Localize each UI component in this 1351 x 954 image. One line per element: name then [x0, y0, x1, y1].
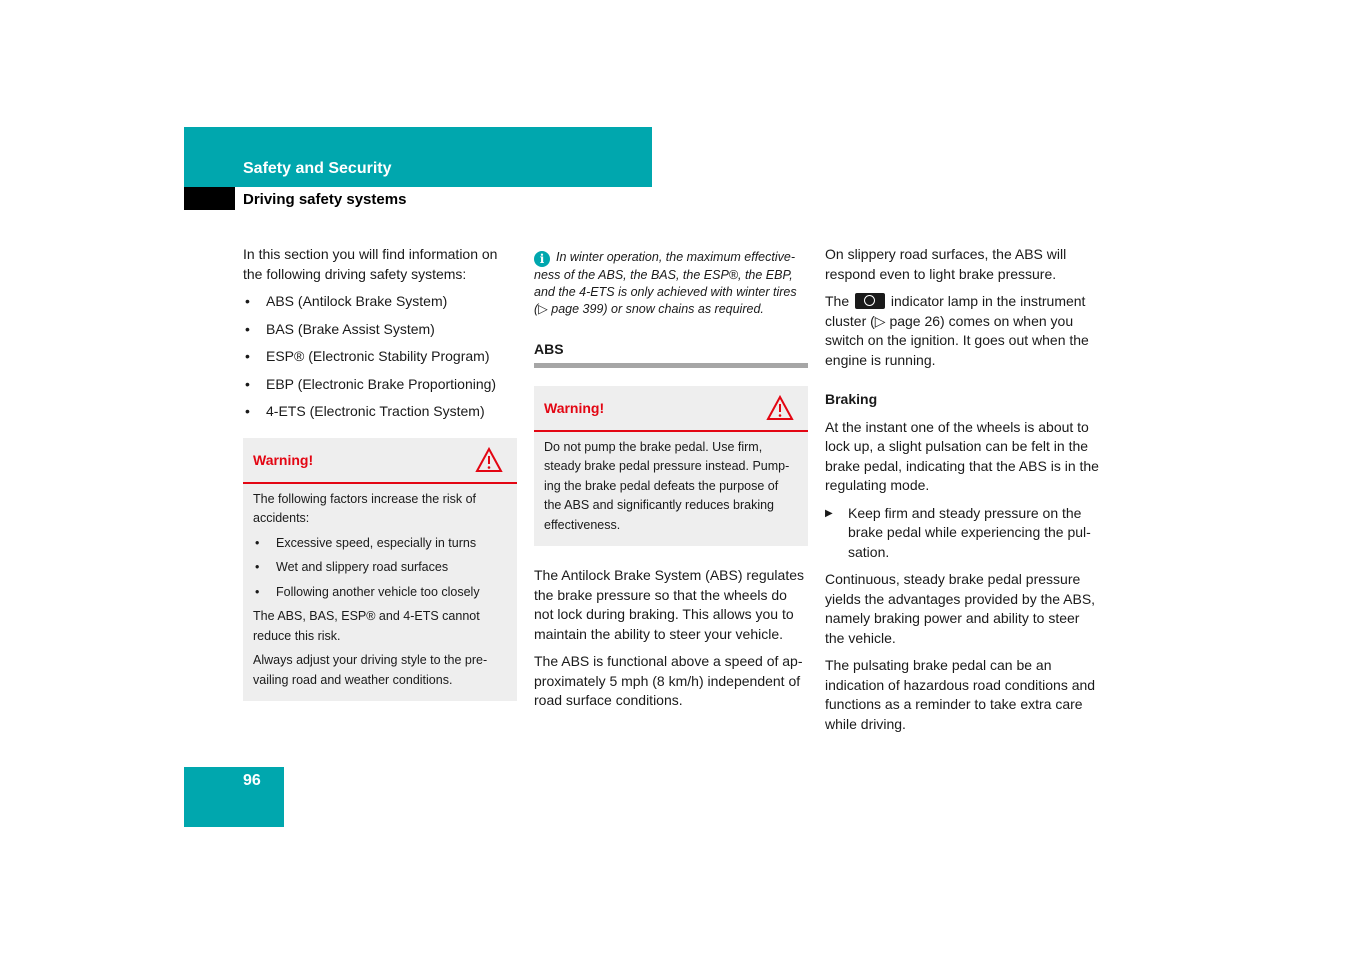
warning-text: The ABS, BAS, ESP® and 4-ETS cannot reduce this risk. — [253, 609, 480, 643]
list-item: • ABS (Antilock Brake System) — [243, 292, 517, 312]
page-number-box — [184, 767, 284, 827]
braking-heading: Braking — [825, 391, 878, 407]
warning-body — [243, 484, 517, 702]
section-tab-marker — [184, 187, 235, 210]
text-fragment: indicator lamp in the instrument cluster (▷ page 26) comes on when you switch on the ignition. It goes out when the engine is running. — [825, 293, 1089, 368]
list-item: • BAS (Brake Assist System) — [243, 320, 517, 340]
intro-text: In this section you will find information on the following driving safety systems: — [243, 246, 498, 282]
abs-paragraph: The ABS is functional above a speed of ap-proximately 5 mph (8 km/h) independent of road surface conditions. — [534, 653, 803, 708]
warning-box-abs — [534, 386, 808, 547]
page-number: 96 — [243, 772, 261, 789]
warning-box-risk — [243, 438, 517, 702]
abs-indicator-lamp-icon — [855, 293, 885, 309]
column-middle — [534, 245, 808, 719]
warning-header — [243, 438, 517, 484]
warning-title: Warning! — [544, 399, 605, 416]
warning-title: Warning! — [253, 451, 314, 468]
info-text: In winter operation, the maximum effective-ness of the ABS, the BAS, the ESP®, the EBP, and the 4-ETS is only achieved with winter tires (▷ page 399) or snow chains as required. — [534, 250, 797, 316]
header-band — [184, 127, 652, 187]
paragraph: On slippery road surfaces, the ABS will respond even to light brake pressure. — [825, 246, 1067, 282]
column-right — [825, 245, 1099, 742]
warning-triangle-icon — [766, 395, 794, 421]
systems-list — [243, 292, 517, 422]
warning-triangle-icon — [475, 447, 503, 473]
paragraph-indicator — [825, 292, 1099, 370]
warning-text: Always adjust your driving style to the pre-vailing road and weather conditions. — [253, 653, 488, 687]
instruction-step: ▶ Keep firm and steady pressure on the brake pedal while experiencing the pul-sation. — [825, 504, 1099, 563]
warning-body — [534, 432, 808, 547]
column-left — [243, 245, 517, 701]
list-item: • EBP (Electronic Brake Proportioning) — [243, 375, 517, 395]
paragraph: Continuous, steady brake pedal pressure yields the advantages provided by the ABS, namely braking power and ability to steer the vehicle. — [825, 571, 1096, 646]
warning-intro: The following factors increase the risk of accidents: — [253, 491, 477, 525]
section-heading-abs: ABS — [534, 340, 808, 368]
paragraph: The pulsating brake pedal can be an indication of hazardous road conditions and functions as a reminder to take extra care while driving. — [825, 657, 1096, 732]
info-icon: i — [534, 251, 550, 267]
list-item: • 4-ETS (Electronic Traction System) — [243, 402, 517, 422]
list-item: • ESP® (Electronic Stability Program) — [243, 347, 517, 367]
page-title: Safety and Security — [243, 160, 392, 177]
warning-text: Do not pump the brake pedal. Use firm, steady brake pedal pressure instead. Pump-ing the brake pedal defeats the purpose of the ABS and significantly reduces braking effectiveness. — [544, 439, 790, 532]
list-item: • Excessive speed, especially in turns — [253, 534, 507, 554]
text-fragment: The — [825, 293, 850, 309]
paragraph: At the instant one of the wheels is about to lock up, a slight pulsation can be felt in the brake pedal, indicating that the ABS is in the regulating mode. — [825, 418, 1099, 493]
list-item: • Wet and slippery road surfaces — [253, 558, 507, 578]
info-note — [534, 249, 808, 318]
risk-factors-list — [253, 534, 507, 603]
abs-paragraph: The Antilock Brake System (ABS) regulates the brake pressure so that the wheels do not lock during braking. This allows you to maintain the ability to steer your vehicle. — [534, 567, 804, 642]
section-subtitle: Driving safety systems — [243, 191, 407, 208]
list-item: • Following another vehicle too closely — [253, 583, 507, 603]
warning-header — [534, 386, 808, 432]
